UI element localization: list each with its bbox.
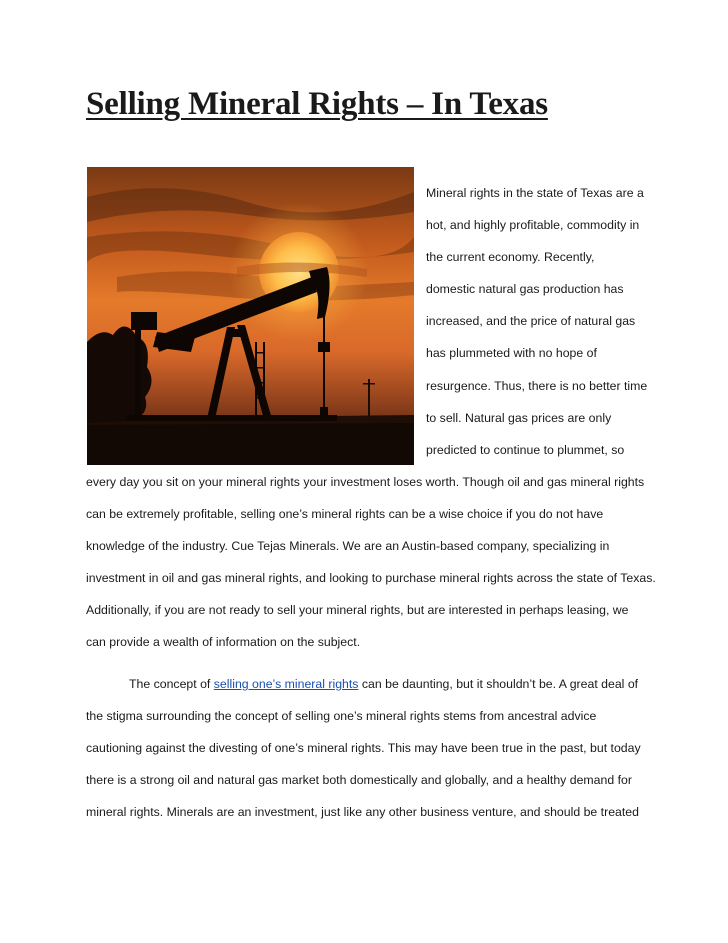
paragraph-2	[86, 677, 646, 837]
text-line: increased, and the price of natural gas	[426, 314, 636, 329]
text-line-first	[86, 677, 646, 709]
text-line: can be extremely profitable, selling one’s mineral rights can be a wise choice if you do not have	[86, 507, 604, 522]
text-line: investment in oil and gas mineral rights, and looking to purchase mineral rights across the state of Texas.	[86, 571, 656, 586]
text-line: domestic natural gas production has	[426, 282, 624, 297]
oil-pumpjack-sunset-photo	[87, 167, 414, 465]
text-line: knowledge of the industry. Cue Tejas Minerals. We are an Austin-based company, specializing in	[86, 539, 610, 554]
text-line: Mineral rights in the state of Texas are a	[426, 186, 644, 200]
text-line: has plummeted with no hope of	[426, 346, 597, 361]
text-line: every day you sit on your mineral rights your investment loses worth. Though oil and gas mineral rights	[86, 475, 645, 489]
page-title: Selling Mineral Rights – In Texas	[86, 86, 548, 122]
text-line: to sell. Natural gas prices are only	[426, 410, 612, 425]
text-line: resurgence. Thus, there is no better time	[426, 378, 648, 393]
text-line: mineral rights. Minerals are an investment, just like any other business venture, and should be treated	[86, 805, 639, 820]
text-line: Additionally, if you are not ready to sell your mineral rights, but are interested in perhaps leasing, we	[86, 603, 629, 618]
text-line: can provide a wealth of information on the subject.	[86, 635, 361, 650]
text-line: predicted to continue to plummet, so	[426, 442, 625, 457]
text-line: the stigma surrounding the concept of selling one’s mineral rights stems from ancestral advice	[86, 709, 597, 724]
text-line: hot, and highly profitable, commodity in	[426, 218, 640, 233]
text-segment: can be daunting, but it shouldn’t be. A great deal of	[358, 677, 639, 691]
wrapped-text-column	[426, 186, 666, 475]
text-line: there is a strong oil and natural gas market both domestically and globally, and a healthy demand for	[86, 773, 632, 788]
paragraph-1	[86, 475, 656, 668]
photo-illustration	[87, 167, 414, 465]
selling-mineral-rights-link[interactable]: selling one’s mineral rights	[213, 677, 359, 691]
text-segment: The concept of	[129, 677, 214, 691]
text-line: the current economy. Recently,	[426, 250, 595, 265]
text-line: cautioning against the divesting of one’s mineral rights. This may have been true in the past, but today	[86, 741, 641, 756]
